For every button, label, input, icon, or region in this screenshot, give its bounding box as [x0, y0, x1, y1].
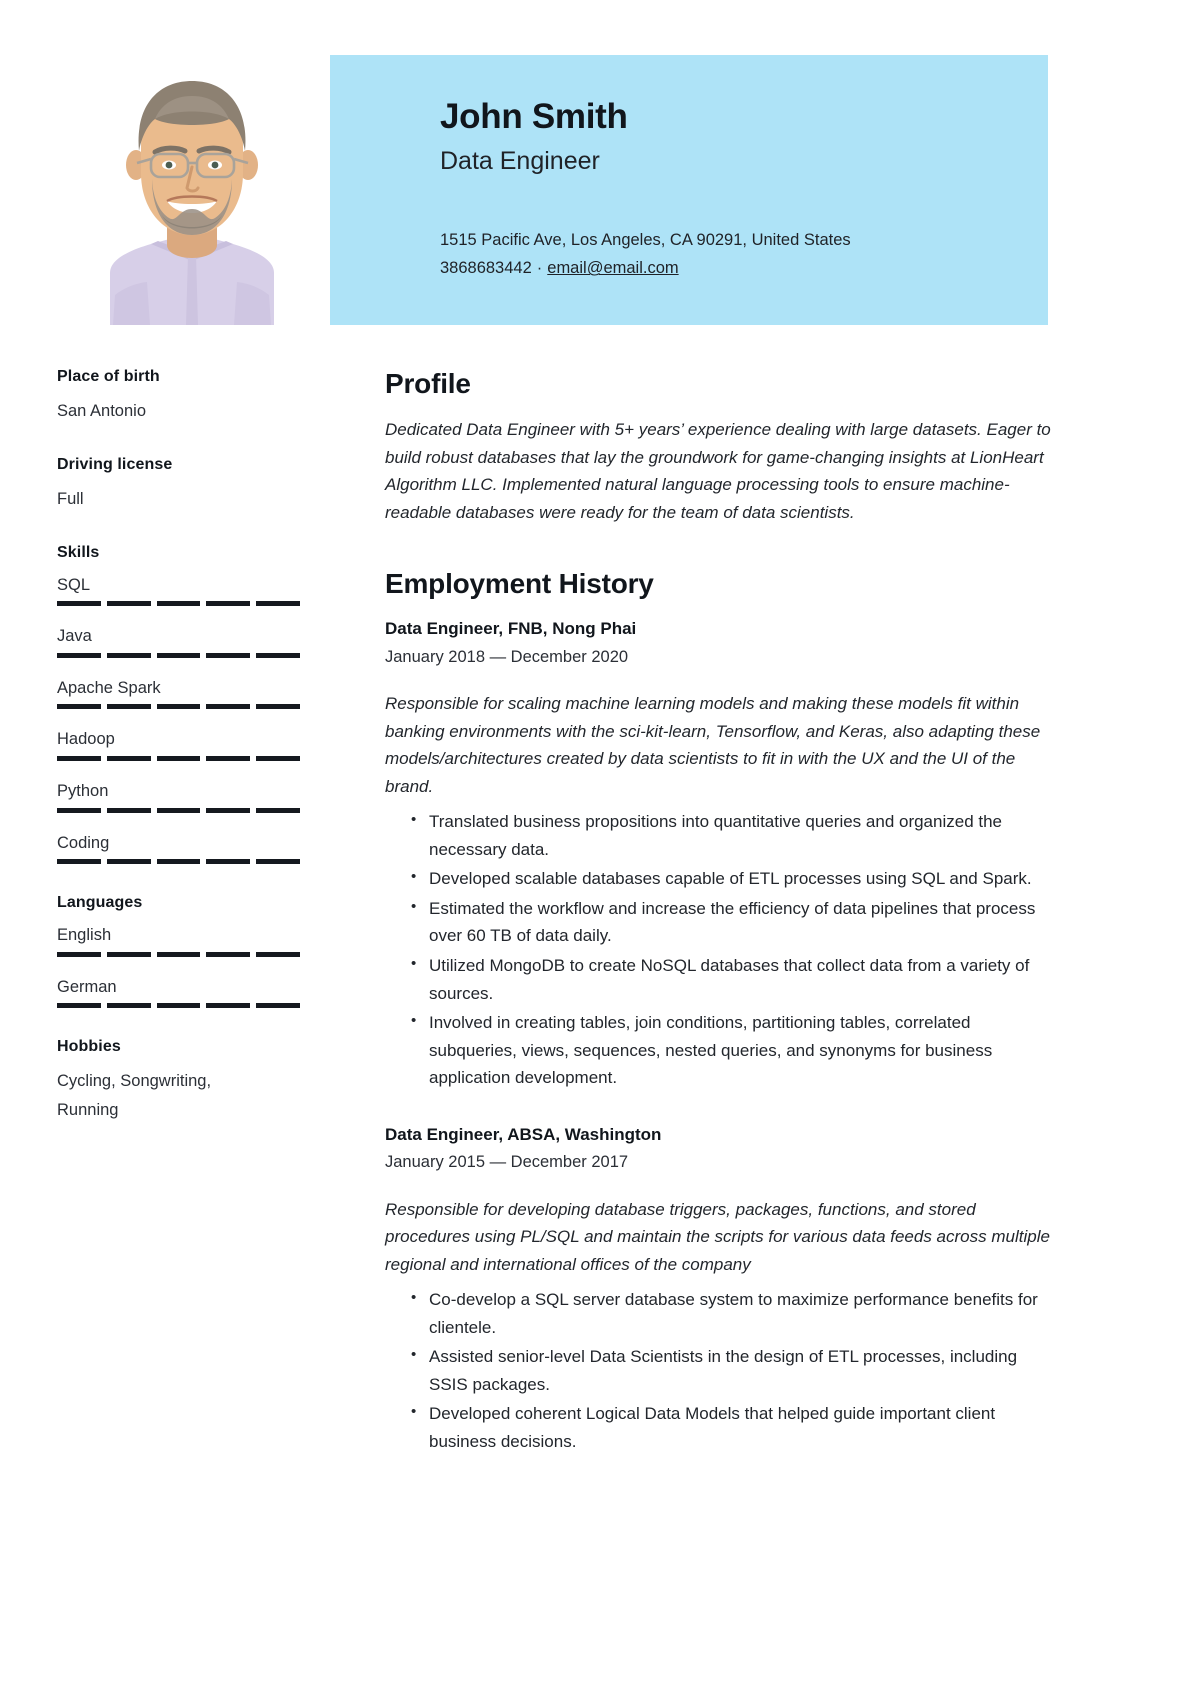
sidebar-section-driving-license: [57, 456, 305, 514]
rating-segment: [107, 808, 151, 813]
list-item: • Assisted senior-level Data Scientists in the design of ETL processes, including SSIS packages.: [429, 1343, 1055, 1398]
rating-bar: [57, 756, 300, 761]
header-band: [330, 55, 1048, 325]
rating-segment: [107, 859, 151, 864]
rating-label: Java: [57, 627, 92, 646]
employment-title: Data Engineer, ABSA, Washington: [385, 1124, 662, 1144]
rating-bar: [57, 859, 300, 864]
contact-line2: [440, 254, 1040, 283]
rating-segment: [256, 653, 300, 658]
contact-separator: ·: [536, 259, 543, 278]
portrait-photo-icon: [55, 55, 330, 325]
heading-employment-history: Employment History: [385, 568, 654, 600]
rating-segment: [107, 653, 151, 658]
employment-spacer: [385, 1096, 1055, 1122]
rating-item: [57, 923, 305, 957]
rating-segment: [206, 653, 250, 658]
skills-list: [57, 573, 305, 864]
rating-label: Apache Spark: [57, 678, 161, 697]
rating-segment: [157, 1003, 201, 1008]
header-job-title: Data Engineer: [440, 146, 600, 175]
rating-label: Coding: [57, 833, 110, 852]
employment-entry: [385, 1122, 1055, 1456]
rating-segment: [256, 952, 300, 957]
rating-segment: [57, 808, 101, 813]
contact-phone: 3868683442: [440, 259, 532, 278]
employment-title: Data Engineer, FNB, Nong Phai: [385, 619, 637, 639]
contact-email-link[interactable]: email@email.com: [547, 259, 679, 278]
heading-profile: Profile: [385, 368, 471, 399]
rating-segment: [157, 808, 201, 813]
rating-segment: [256, 756, 300, 761]
list-item: • Translated business propositions into quantitative queries and organized the necessary data.: [429, 808, 1055, 863]
rating-segment: [107, 1003, 151, 1008]
rating-segment: [107, 704, 151, 709]
rating-label: German: [57, 977, 117, 996]
rating-segment: [206, 859, 250, 864]
rating-bar: [57, 601, 300, 606]
avatar: [55, 55, 330, 325]
sidebar-value-hobbies: Cycling, Songwriting, Running: [57, 1072, 212, 1120]
rating-segment: [57, 756, 101, 761]
sidebar-value-place-of-birth: San Antonio: [57, 402, 146, 420]
rating-segment: [107, 756, 151, 761]
main-content: [385, 368, 1055, 1459]
sidebar-heading-languages: Languages: [57, 894, 143, 912]
contact-address: 1515 Pacific Ave, Los Angeles, CA 90291, United States: [440, 230, 851, 249]
contact-block: [440, 226, 1040, 284]
rating-item: [57, 624, 305, 658]
rating-label: Hadoop: [57, 730, 115, 749]
sidebar: [57, 368, 305, 1155]
section-spacer: [385, 526, 1055, 568]
sidebar-heading-skills: Skills: [57, 543, 100, 561]
rating-segment: [157, 704, 201, 709]
profile-text: Dedicated Data Engineer with 5+ years’ experience dealing with large datasets. Eager to build robust databases that lay the groundwork for game-changing insights at LionHeart Algorithm LLC. Implemented natural language processing tools to ensure machine-readable databases were ready for the team of data scientists.: [385, 420, 1051, 522]
list-item: • Developed coherent Logical Data Models that helped guide important client business decisions.: [429, 1400, 1055, 1455]
employment-entry: [385, 616, 1055, 1092]
rating-item: [57, 779, 305, 813]
sidebar-section-skills: [57, 544, 305, 864]
list-item: • Co-develop a SQL server database system to maximize performance benefits for clientele.: [429, 1286, 1055, 1341]
rating-segment: [107, 601, 151, 606]
rating-segment: [206, 952, 250, 957]
rating-segment: [206, 704, 250, 709]
rating-item: [57, 727, 305, 761]
employment-bullets: [385, 808, 1055, 1091]
rating-label: Python: [57, 782, 109, 800]
rating-item: [57, 975, 305, 1009]
rating-segment: [206, 808, 250, 813]
rating-segment: [57, 601, 101, 606]
rating-segment: [206, 756, 250, 761]
rating-segment: [256, 859, 300, 864]
sidebar-heading-place-of-birth: Place of birth: [57, 368, 160, 385]
sidebar-value-driving-license: Full: [57, 489, 84, 508]
rating-bar: [57, 952, 300, 957]
sidebar-section-hobbies: [57, 1038, 305, 1125]
rating-bar: [57, 1003, 300, 1008]
employment-dates: January 2018 — December 2020: [385, 647, 629, 666]
list-item: • Developed scalable databases capable of ETL processes using SQL and Spark.: [429, 865, 1055, 893]
sidebar-heading-driving-license: Driving license: [57, 455, 173, 473]
sidebar-section-place-of-birth: [57, 368, 305, 426]
rating-segment: [157, 601, 201, 606]
sidebar-section-languages: [57, 894, 305, 1008]
rating-item: [57, 676, 305, 710]
rating-label: English: [57, 926, 112, 945]
rating-bar: [57, 808, 300, 813]
rating-segment: [256, 601, 300, 606]
rating-segment: [57, 952, 101, 957]
rating-item: [57, 831, 305, 865]
rating-segment: [256, 704, 300, 709]
employment-description: Responsible for scaling machine learning models and making these models fit within banking environments with the sci-kit-learn, Tensorflow, and Keras, also adapting these models/architectures created by data scientists to fit in with the UX and the UI of the brand.: [385, 694, 1041, 796]
rating-segment: [57, 859, 101, 864]
page-title: John Smith: [440, 97, 628, 136]
employment-description: Responsible for developing database triggers, packages, functions, and stored procedures using PL/SQL and maintain the scripts for various data feeds across multiple regional and international offices of the company: [385, 1199, 1050, 1274]
rating-segment: [57, 704, 101, 709]
list-item: • Involved in creating tables, join conditions, partitioning tables, correlated subqueries, views, sequences, nested queries, and synonyms for business application development.: [429, 1009, 1055, 1092]
rating-bar: [57, 704, 300, 709]
sidebar-heading-hobbies: Hobbies: [57, 1038, 121, 1056]
rating-segment: [107, 952, 151, 957]
rating-segment: [57, 653, 101, 658]
section-profile: [385, 368, 1055, 526]
rating-bar: [57, 653, 300, 658]
rating-segment: [157, 756, 201, 761]
rating-label: SQL: [57, 575, 91, 594]
rating-segment: [157, 653, 201, 658]
list-item: • Utilized MongoDB to create NoSQL databases that collect data from a variety of sources.: [429, 952, 1055, 1007]
rating-segment: [256, 808, 300, 813]
employment-bullets: [385, 1286, 1055, 1455]
rating-segment: [157, 859, 201, 864]
rating-item: [57, 573, 305, 607]
resume-header: [55, 55, 1048, 325]
rating-segment: [157, 952, 201, 957]
rating-segment: [206, 1003, 250, 1008]
rating-segment: [206, 601, 250, 606]
section-employment-history: [385, 568, 1055, 1455]
rating-segment: [256, 1003, 300, 1008]
employment-list: [385, 616, 1055, 1455]
list-item: • Estimated the workflow and increase the efficiency of data pipelines that process over 60 TB of data daily.: [429, 895, 1055, 950]
languages-list: [57, 923, 305, 1008]
employment-dates: January 2015 — December 2017: [385, 1153, 629, 1172]
rating-segment: [57, 1003, 101, 1008]
